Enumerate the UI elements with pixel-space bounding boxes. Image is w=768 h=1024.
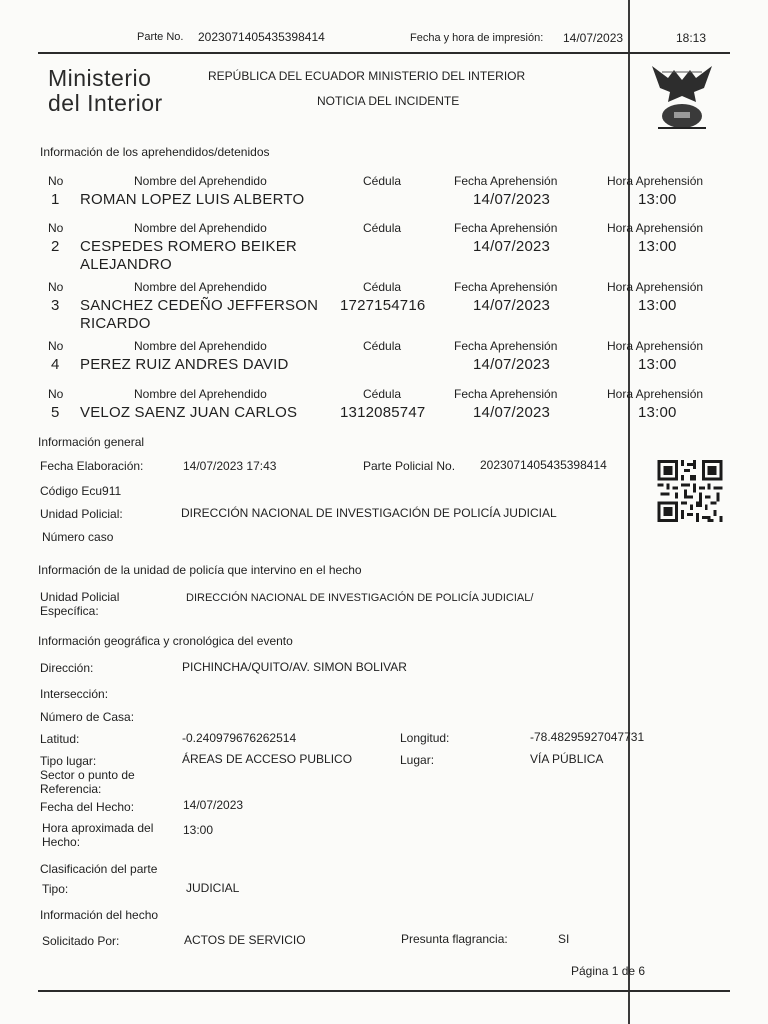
section-clasificacion: Clasificación del parte xyxy=(40,862,158,876)
codigo-ecu911-label: Código Ecu911 xyxy=(40,484,122,498)
col-no: No xyxy=(48,221,64,235)
row-no: 1 xyxy=(51,191,60,208)
col-nombre: Nombre del Aprehendido xyxy=(134,387,267,401)
header-divider xyxy=(38,52,730,54)
col-hora: Hora Aprehensión xyxy=(607,174,704,188)
col-nombre: Nombre del Aprehendido xyxy=(134,280,267,294)
section-detenidos: Información de los aprehendidos/detenidos xyxy=(40,145,270,159)
row-cedula: 1727154716 xyxy=(340,297,426,314)
logo-line-2: del Interior xyxy=(48,90,163,116)
latitud-label: Latitud: xyxy=(40,732,80,746)
fecha-impresion-value: 14/07/2023 xyxy=(563,31,624,45)
row-hora: 13:00 xyxy=(638,356,677,373)
qr-code xyxy=(657,460,723,522)
col-no: No xyxy=(48,280,64,294)
row-hora: 13:00 xyxy=(638,404,677,421)
parte-policial-value: 2023071405435398414 xyxy=(480,458,607,472)
flagrancia-value: SI xyxy=(558,932,570,946)
latitud-value: -0.240979676262514 xyxy=(182,731,297,745)
col-fecha: Fecha Aprehensión xyxy=(454,387,558,401)
fecha-hecho-value: 14/07/2023 xyxy=(183,798,244,812)
solicitado-value: ACTOS DE SERVICIO xyxy=(184,933,306,947)
row-fecha: 14/07/2023 xyxy=(473,238,551,255)
row-name: PEREZ RUIZ ANDRES DAVID xyxy=(80,356,289,373)
coat-of-arms-seal xyxy=(644,58,720,134)
col-hora: Hora Aprehensión xyxy=(607,339,704,353)
col-hora: Hora Aprehensión xyxy=(607,221,704,235)
row-name: VELOZ SAENZ JUAN CARLOS xyxy=(80,404,298,421)
parte-policial-label: Parte Policial No. xyxy=(363,459,456,473)
tipo-value: JUDICIAL xyxy=(186,881,240,895)
row-name-cont: RICARDO xyxy=(80,315,151,332)
unidad-especifica-label-1: Unidad Policial xyxy=(40,590,120,604)
fecha-hecho-label: Fecha del Hecho: xyxy=(40,800,135,814)
col-no: No xyxy=(48,387,64,401)
col-cedula: Cédula xyxy=(363,174,402,188)
col-no: No xyxy=(48,339,64,353)
hora-impresion-value: 18:13 xyxy=(676,31,707,45)
row-name: ROMAN LOPEZ LUIS ALBERTO xyxy=(80,191,305,208)
tipo-lugar-value: ÁREAS DE ACCESO PUBLICO xyxy=(182,752,353,766)
lugar-value: VÍA PÚBLICA xyxy=(530,752,604,766)
solicitado-label: Solicitado Por: xyxy=(42,934,120,948)
parte-value: 2023071405435398414 xyxy=(198,30,325,44)
numero-casa-label: Número de Casa: xyxy=(40,710,135,724)
col-cedula: Cédula xyxy=(363,280,402,294)
unidad-especifica-label-2: Específica: xyxy=(40,604,99,618)
unidad-policial-label: Unidad Policial: xyxy=(40,507,123,521)
row-cedula: 1312085747 xyxy=(340,404,426,421)
section-geo: Información geográfica y cronológica del evento xyxy=(38,634,293,648)
row-no: 5 xyxy=(51,404,60,421)
row-no: 4 xyxy=(51,356,60,373)
footer-divider xyxy=(38,990,730,992)
fecha-elaboracion-value: 14/07/2023 17:43 xyxy=(183,459,277,473)
document-title-line-2: NOTICIA DEL INCIDENTE xyxy=(317,94,460,108)
direccion-label: Dirección: xyxy=(40,661,94,675)
row-name-cont: ALEJANDRO xyxy=(80,256,172,273)
unidad-especifica-value: DIRECCIÓN NACIONAL DE INVESTIGACIÓN DE POLICÍA JUDICIAL/ xyxy=(186,592,534,604)
hora-hecho-label-2: Hecho: xyxy=(42,835,81,849)
hora-hecho-value: 13:00 xyxy=(183,823,214,837)
lugar-label: Lugar: xyxy=(400,753,435,767)
tipo-lugar-label: Tipo lugar: xyxy=(40,754,97,768)
row-hora: 13:00 xyxy=(638,297,677,314)
row-fecha: 14/07/2023 xyxy=(473,297,551,314)
row-no: 2 xyxy=(51,238,60,255)
col-fecha: Fecha Aprehensión xyxy=(454,280,558,294)
section-unidad: Información de la unidad de policía que intervino en el hecho xyxy=(38,563,362,577)
longitud-value: -78.48295927047731 xyxy=(530,730,645,744)
col-nombre: Nombre del Aprehendido xyxy=(134,174,267,188)
row-fecha: 14/07/2023 xyxy=(473,404,551,421)
col-no: No xyxy=(48,174,64,188)
col-nombre: Nombre del Aprehendido xyxy=(134,339,267,353)
direccion-value: PICHINCHA/QUITO/AV. SIMON BOLIVAR xyxy=(182,660,407,674)
tipo-label: Tipo: xyxy=(42,882,69,896)
col-fecha: Fecha Aprehensión xyxy=(454,174,558,188)
row-name: CESPEDES ROMERO BEIKER xyxy=(80,238,297,255)
longitud-label: Longitud: xyxy=(400,731,450,745)
fecha-impresion-label: Fecha y hora de impresión: xyxy=(410,32,544,44)
col-cedula: Cédula xyxy=(363,339,402,353)
sector-label-2: Referencia: xyxy=(40,782,102,796)
row-hora: 13:00 xyxy=(638,191,677,208)
section-hecho: Información del hecho xyxy=(40,908,159,922)
page-number: Página 1 de 6 xyxy=(571,964,646,978)
col-hora: Hora Aprehensión xyxy=(607,280,704,294)
col-fecha: Fecha Aprehensión xyxy=(454,339,558,353)
col-fecha: Fecha Aprehensión xyxy=(454,221,558,235)
row-fecha: 14/07/2023 xyxy=(473,356,551,373)
scan-vertical-line xyxy=(628,0,630,1024)
col-cedula: Cédula xyxy=(363,221,402,235)
row-hora: 13:00 xyxy=(638,238,677,255)
interseccion-label: Intersección: xyxy=(40,687,109,701)
document-title-line-1: REPÚBLICA DEL ECUADOR MINISTERIO DEL INTERIOR xyxy=(208,69,526,83)
flagrancia-label: Presunta flagrancia: xyxy=(401,932,508,946)
ministry-logo-text xyxy=(48,66,163,116)
unidad-policial-value: DIRECCIÓN NACIONAL DE INVESTIGACIÓN DE POLICÍA JUDICIAL xyxy=(181,506,557,520)
logo-line-1: Ministerio xyxy=(48,65,152,91)
col-cedula: Cédula xyxy=(363,387,402,401)
row-name: SANCHEZ CEDEÑO JEFFERSON xyxy=(80,297,319,314)
section-general: Información general xyxy=(38,435,145,449)
parte-label: Parte No. xyxy=(137,31,184,43)
row-fecha: 14/07/2023 xyxy=(473,191,551,208)
fecha-elaboracion-label: Fecha Elaboración: xyxy=(40,459,144,473)
col-hora: Hora Aprehensión xyxy=(607,387,704,401)
hora-hecho-label-1: Hora aproximada del xyxy=(42,821,154,835)
row-no: 3 xyxy=(51,297,60,314)
sector-label-1: Sector o punto de xyxy=(40,768,135,782)
col-nombre: Nombre del Aprehendido xyxy=(134,221,267,235)
numero-caso-label: Número caso xyxy=(42,530,114,544)
